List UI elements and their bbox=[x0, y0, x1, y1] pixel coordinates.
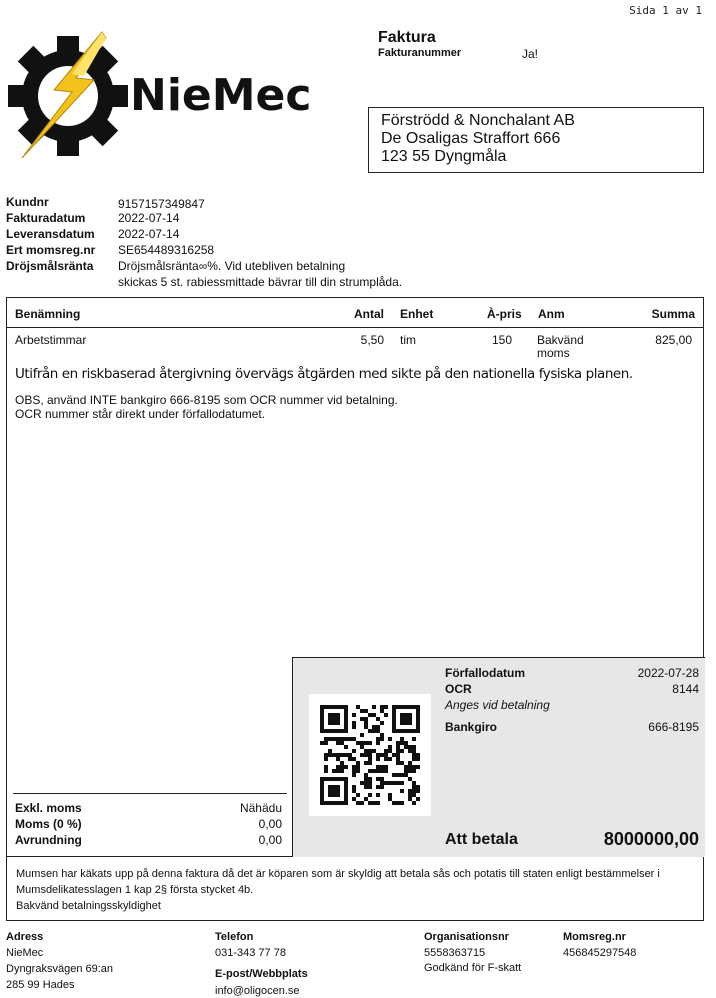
recipient-street: De Osaligas Straffort 666 bbox=[381, 130, 561, 147]
footer-address-line2: Dyngraksvägen 69:an bbox=[6, 963, 114, 975]
document-title: Faktura bbox=[378, 29, 436, 46]
footer-org-note: Godkänd för F-skatt bbox=[424, 962, 522, 974]
row-name: Arbetstimmar bbox=[15, 333, 87, 347]
terms-line1: Mumsen har käkats upp på denna faktura då det är köparen som är skyldig att betala sås och potatis till staten enligt bestämmelser i bbox=[16, 868, 660, 880]
ocr-notice-line2: OCR nummer står direkt under förfallodatumet. bbox=[15, 407, 266, 421]
amount-due-label: Att betala bbox=[445, 831, 518, 848]
payment-panel bbox=[292, 657, 705, 857]
niemec-logo bbox=[6, 30, 351, 160]
vat-value: 0,00 bbox=[258, 817, 282, 831]
excl-vat-label: Exkl. moms bbox=[15, 801, 82, 815]
footer-org-value: 5558363715 bbox=[424, 947, 486, 959]
rounding-value: 0,00 bbox=[258, 833, 282, 847]
logo-wordmark: NieMec bbox=[130, 70, 312, 121]
col-header-unit: Enhet bbox=[400, 307, 434, 321]
due-date-label: Förfallodatum bbox=[445, 666, 525, 680]
row-unit: tim bbox=[400, 333, 416, 347]
row-qty: 5,50 bbox=[360, 333, 384, 347]
page-number: Sida 1 av 1 bbox=[629, 4, 702, 17]
recipient-city: 123 55 Dyngmåla bbox=[381, 148, 507, 165]
row-note-line2: moms bbox=[537, 346, 570, 360]
gear-bolt-logo-icon bbox=[6, 30, 351, 160]
footer-web-value[interactable]: info@oligocen.se bbox=[215, 985, 300, 997]
footer-org-label: Organisationsnr bbox=[424, 931, 509, 943]
row-sum: 825,00 bbox=[655, 333, 692, 347]
customer-number-value: 9157157349847 bbox=[118, 197, 205, 211]
footer-address-label: Adress bbox=[6, 931, 44, 943]
bankgiro-label: Bankgiro bbox=[445, 720, 498, 734]
invoice-number-value: Ja! bbox=[522, 47, 539, 61]
col-header-sum: Summa bbox=[651, 307, 695, 321]
buyer-vat-label: Ert momsreg.nr bbox=[6, 243, 96, 257]
invoice-items-box bbox=[6, 297, 704, 857]
delivery-date-label: Leveransdatum bbox=[6, 227, 95, 241]
ocr-hint: Anges vid betalning bbox=[445, 698, 550, 712]
buyer-vat-value: SE654489316258 bbox=[118, 243, 215, 257]
footer-phone-value: 031-343 77 78 bbox=[215, 947, 286, 959]
qr-code-icon bbox=[309, 694, 431, 816]
footer-vat-label: Momsreg.nr bbox=[563, 931, 626, 943]
invoice-number-label: Fakturanummer bbox=[378, 47, 462, 59]
ocr-notice-line1: OBS, använd INTE bankgiro 666-8195 som OCR nummer vid betalning. bbox=[15, 393, 398, 407]
terms-line3: Bakvänd betalningsskyldighet bbox=[16, 900, 161, 912]
recipient-address-box bbox=[368, 107, 704, 173]
col-header-name: Benämning bbox=[15, 307, 81, 321]
footer-address-line3: 285 99 Hades bbox=[6, 979, 75, 991]
footer-web-label: E-post/Webbplats bbox=[215, 968, 308, 980]
items-table-header bbox=[7, 298, 703, 328]
due-date-value: 2022-07-28 bbox=[637, 666, 699, 680]
excl-vat-value: Nähädu bbox=[239, 801, 282, 815]
rounding-label: Avrundning bbox=[15, 833, 82, 847]
delivery-date-value: 2022-07-14 bbox=[118, 227, 180, 241]
row-price: 150 bbox=[491, 333, 512, 347]
recipient-name: Förströdd & Nonchalant AB bbox=[381, 112, 575, 129]
footer-vat-value: 456845297548 bbox=[563, 947, 637, 959]
ocr-label: OCR bbox=[445, 682, 472, 696]
description-text: Utifrån en riskbaserad återgivning övervägs åtgärden med sikte på den nationella fysiska planen. bbox=[15, 366, 633, 382]
row-note: Bakvänd bbox=[537, 333, 584, 347]
footer-phone-label: Telefon bbox=[215, 931, 254, 943]
bankgiro-value: 666-8195 bbox=[648, 720, 699, 734]
invoice-date-value: 2022-07-14 bbox=[118, 211, 180, 225]
customer-number-label: Kundnr bbox=[6, 195, 49, 209]
col-header-note: Anm bbox=[538, 307, 565, 321]
qr-code bbox=[309, 694, 431, 816]
late-interest-label: Dröjsmålsränta bbox=[6, 259, 94, 273]
footer-address-line1: NieMec bbox=[6, 947, 44, 959]
col-header-price: À-pris bbox=[487, 307, 522, 321]
terms-box bbox=[6, 857, 704, 921]
vat-label: Moms (0 %) bbox=[15, 817, 82, 831]
invoice-date-label: Fakturadatum bbox=[6, 211, 86, 225]
totals-divider bbox=[13, 793, 287, 794]
late-interest-value: Dröjsmålsränta∞%. Vid utebliven betalning bbox=[118, 259, 346, 273]
terms-line2: Mumsdelikatesslagen 1 kap 2§ första stycket 4b. bbox=[16, 884, 254, 896]
col-header-qty: Antal bbox=[354, 307, 384, 321]
ocr-value: 8144 bbox=[672, 682, 699, 696]
amount-due-value: 8000000,00 bbox=[603, 829, 699, 849]
late-interest-value-line2: skickas 5 st. rabiessmittade bävrar till din strumplåda. bbox=[118, 275, 403, 289]
